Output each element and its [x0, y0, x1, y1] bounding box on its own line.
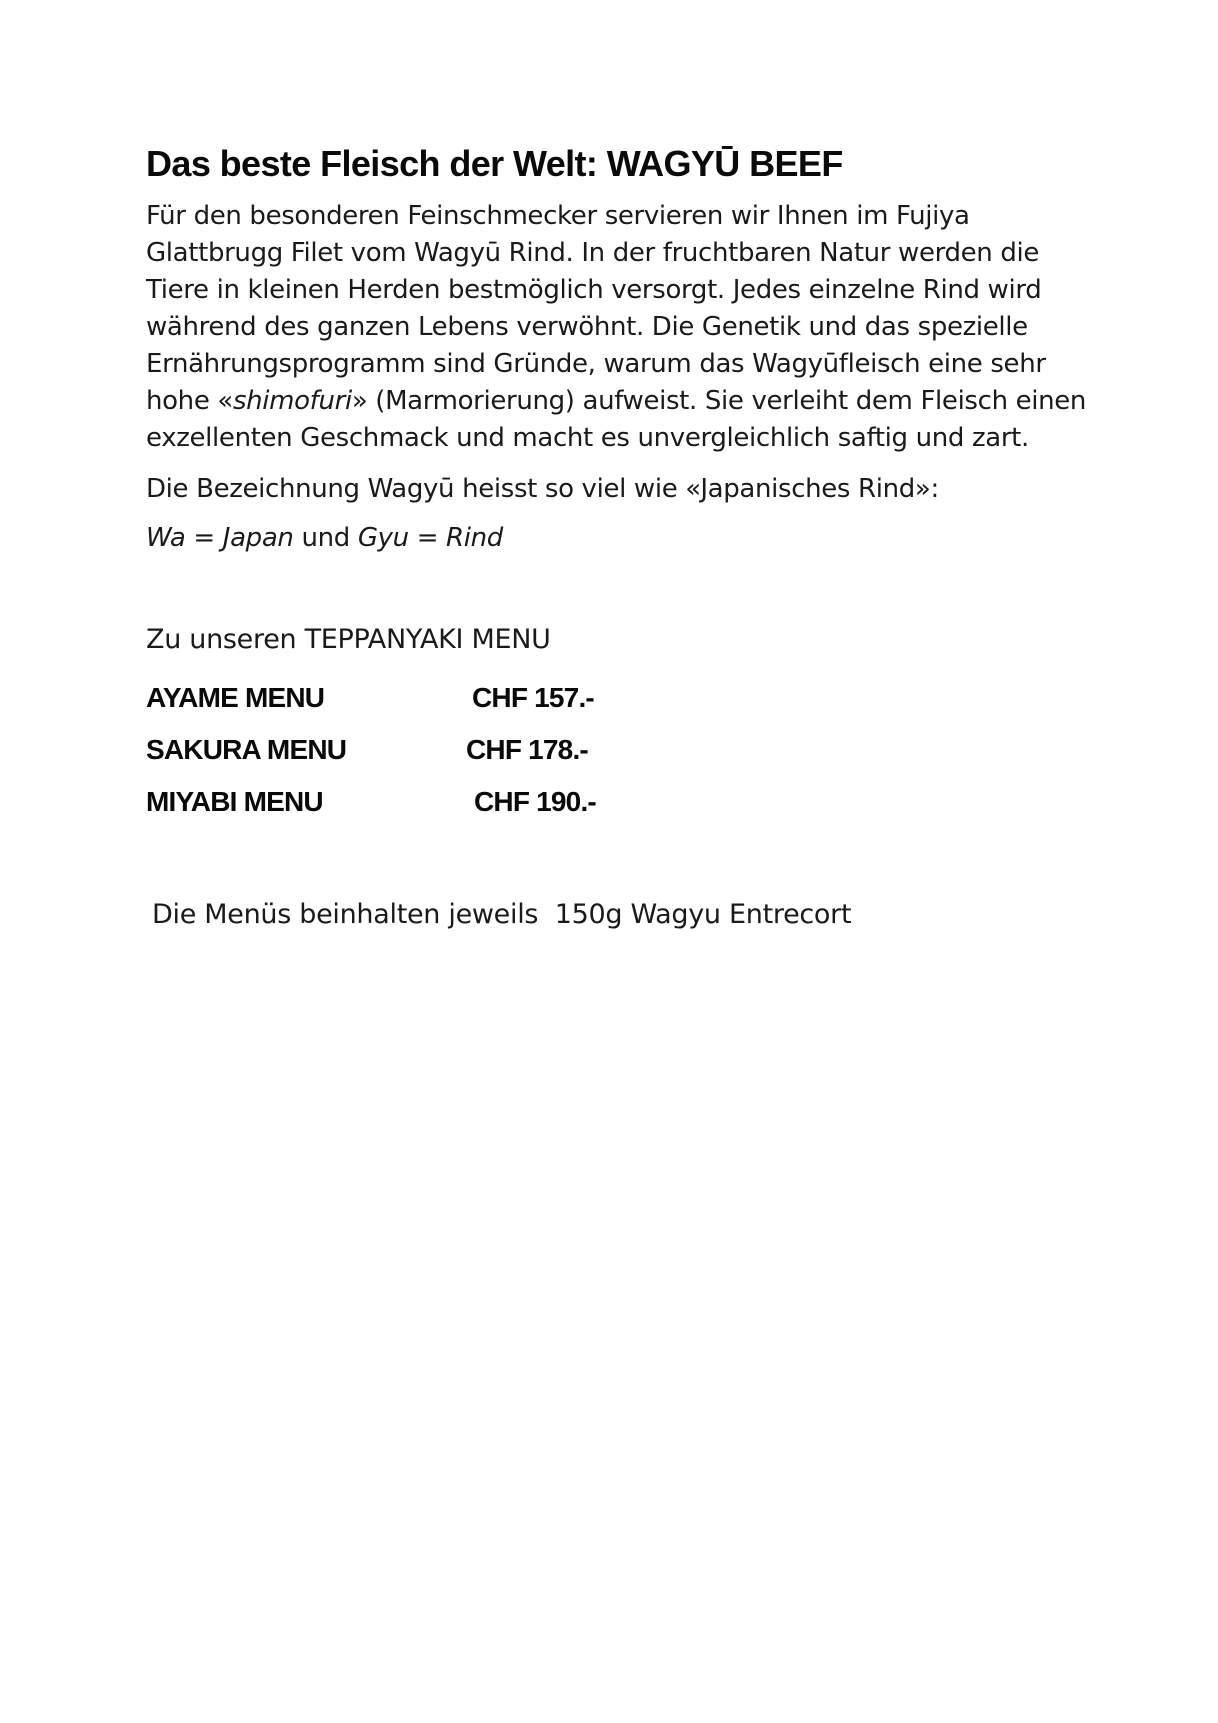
etymology-conjunction: und [293, 523, 358, 553]
menu-section-heading: Zu unseren TEPPANYAKI MENU [146, 624, 551, 655]
menu-item-price: CHF 190.- [474, 786, 596, 817]
menu-page [146, 142, 1106, 933]
menu-item-price: CHF 157.- [472, 682, 594, 713]
menu-item-name: MIYABI MENU [146, 786, 323, 817]
menu-item [146, 776, 1106, 828]
menu-item [146, 672, 1106, 724]
page-title: Das beste Fleisch der Welt: WAGYŪ BEEF [146, 143, 843, 184]
shimofuri-term: shimofuri [232, 386, 352, 416]
menu-item-price: CHF 178.- [466, 734, 588, 765]
etymology-gyu: Gyu = Rind [357, 523, 503, 553]
intro-text-part-1: Für den besonderen Feinschmecker servieren wir Ihnen im Fujiya Glattbrugg Filet vom Wagyū Rind. In der fruchtbaren Natur werden die Tiere in kleinen Herden bestmöglich versorgt. Jedes einzelne Rind wird während des ganzen Lebens verwöhnt. Die Genetik und das spezielle Ernährungsprogramm sind Gründe, warum das Wagyūfleisch eine sehr hohe « [146, 201, 1046, 416]
menu-item-name: AYAME MENU [146, 682, 325, 713]
menu-footnote: Die Menüs beinhalten jeweils 150g Wagyu Entrecort [152, 899, 852, 930]
intro-text-part-2: » (Marmorierung) aufweist. Sie verleiht dem Fleisch einen exzellenten Geschmack und macht es unvergleichlich saftig und zart. [146, 386, 1087, 453]
menu-item-name: SAKURA MENU [146, 734, 347, 765]
intro-paragraph [146, 198, 1106, 457]
menu-item [146, 724, 1106, 776]
menu-list [146, 672, 1106, 828]
etymology-line [146, 520, 1106, 557]
naming-paragraph: Die Bezeichnung Wagyū heisst so viel wie «Japanisches Rind»: [146, 474, 939, 504]
etymology-wa: Wa = Japan [146, 523, 294, 553]
